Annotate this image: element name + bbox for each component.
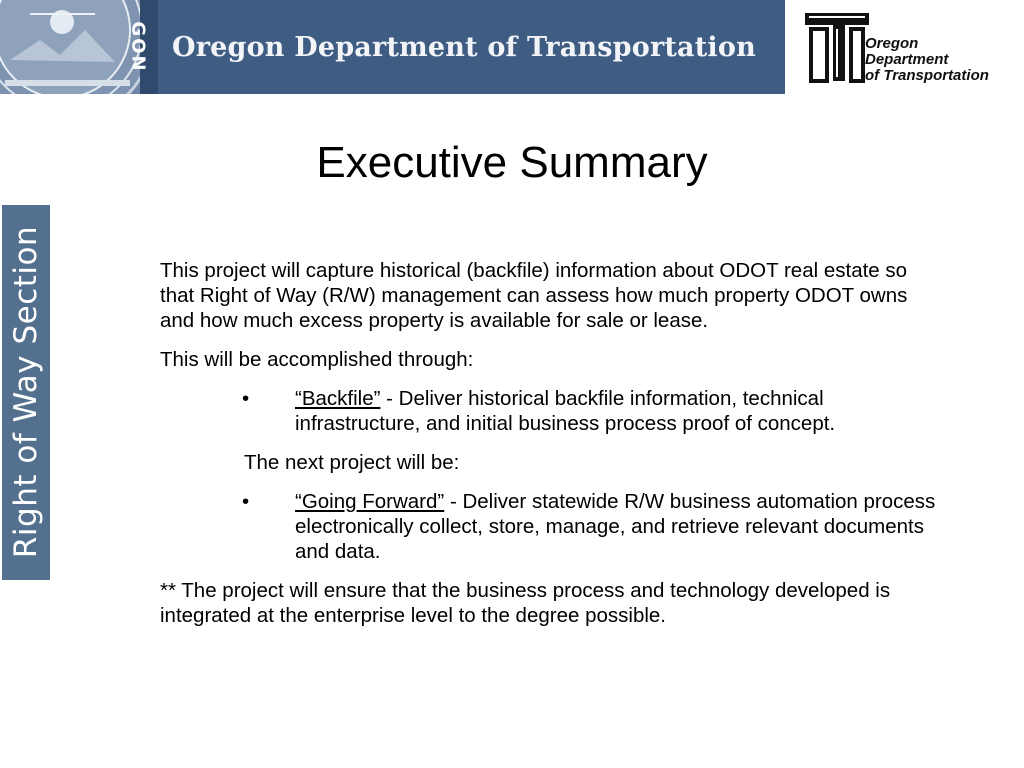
logo-line-3: of Transportation	[865, 67, 989, 84]
bullet-text-going-forward: - Deliver statewide R/W business automation process electronically collect, store, manage, and retrieve relevant documents and data.	[295, 490, 936, 563]
logo-line-1: Oregon	[865, 35, 919, 52]
bullet-text-backfile: - Deliver historical backfile information, technical infrastructure, and initial business process proof of concept.	[295, 387, 836, 435]
side-tab-label: Right of Way Section	[8, 225, 44, 559]
slide-body	[160, 258, 940, 642]
logo-line-2: Department	[865, 51, 949, 68]
seal-rim-text: GON	[127, 21, 149, 73]
section-side-tab	[2, 205, 50, 580]
logo-wordmark	[865, 36, 989, 84]
odot-logo-icon	[801, 7, 873, 87]
through-paragraph: This will be accomplished through:	[160, 348, 474, 371]
header-band	[0, 0, 785, 94]
state-seal-image	[0, 0, 158, 94]
header-title: Oregon Department of Transportation	[172, 32, 756, 63]
bullet-going-forward	[160, 489, 940, 564]
slide-title: Executive Summary	[316, 138, 708, 187]
bullet-marker: •	[242, 387, 250, 410]
bullet-term-going-forward: “Going Forward”	[295, 490, 445, 513]
bullet-marker: •	[242, 490, 250, 513]
bullet-term-backfile: “Backfile”	[295, 387, 381, 410]
next-project-paragraph: The next project will be:	[244, 451, 460, 474]
bullet-backfile	[160, 386, 940, 436]
intro-paragraph: This project will capture historical (backfile) information about ODOT real estate so that Right of Way (R/W) management can assess how much property ODOT owns and how much excess property is available for sale or lease.	[160, 259, 908, 332]
footnote-paragraph: ** The project will ensure that the business process and technology developed is integrated at the enterprise level to the degree possible.	[160, 579, 891, 627]
